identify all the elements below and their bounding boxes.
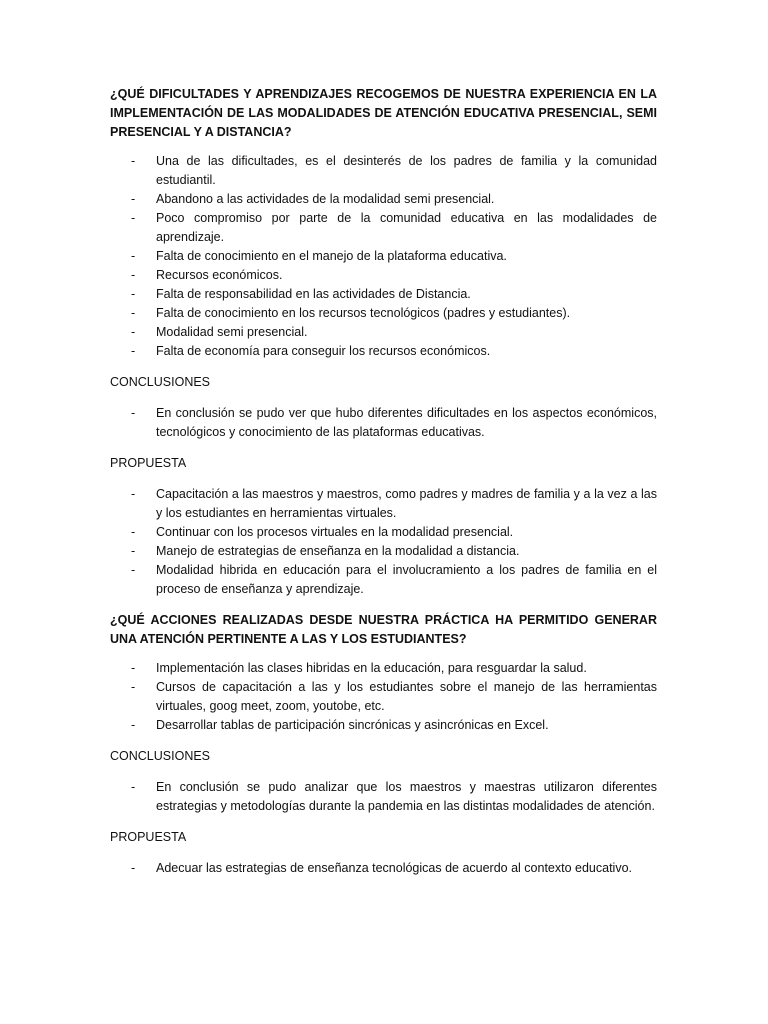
section1-conclusions-label: CONCLUSIONES <box>110 375 211 389</box>
bullet-dash: - <box>131 861 136 875</box>
bullet-dash: - <box>131 154 136 168</box>
list-item-text: En conclusión se pudo ver que hubo diferentes dificultades en los aspectos económicos, tecnológicos y conocimiento de las plataformas educativas. <box>156 406 657 439</box>
list-item-text: Continuar con los procesos virtuales en la modalidad presencial. <box>156 525 514 539</box>
bullet-dash: - <box>131 211 136 225</box>
list-item <box>110 209 657 247</box>
bullet-dash: - <box>131 344 136 358</box>
section2-conclusions-label: CONCLUSIONES <box>110 749 211 763</box>
section2-proposals-list <box>110 859 657 878</box>
section2-conclusions-list <box>110 778 657 816</box>
section2-actions-list <box>110 659 657 735</box>
list-item <box>110 859 657 878</box>
list-item <box>110 485 657 523</box>
list-item-text: Recursos económicos. <box>156 268 283 282</box>
list-item-text: Abandono a las actividades de la modalidad semi presencial. <box>156 192 495 206</box>
section1-conclusions-list <box>110 404 657 442</box>
list-item-text: Cursos de capacitación a las y los estudiantes sobre el manejo de las herramientas virtuales, goog meet, zoom, youtobe, etc. <box>156 680 657 713</box>
list-item <box>110 678 657 716</box>
list-item-text: Una de las dificultades, es el desinterés de los padres de familia y la comunidad estudiantil. <box>156 154 657 187</box>
list-item <box>110 190 657 209</box>
section1-difficulties-list <box>110 152 657 361</box>
list-item-text: Falta de economía para conseguir los recursos económicos. <box>156 344 491 358</box>
list-item-text: En conclusión se pudo analizar que los maestros y maestras utilizaron diferentes estrategias y metodologías durante la pandemia en las distintas modalidades de atención. <box>156 780 657 813</box>
list-item-text: Falta de conocimiento en el manejo de la plataforma educativa. <box>156 249 507 263</box>
list-item <box>110 266 657 285</box>
bullet-dash: - <box>131 487 136 501</box>
list-item-text: Falta de responsabilidad en las actividades de Distancia. <box>156 287 471 301</box>
section1-proposal-label: PROPUESTA <box>110 456 187 470</box>
list-item-text: Modalidad semi presencial. <box>156 325 308 339</box>
list-item <box>110 342 657 361</box>
spacer <box>110 599 657 611</box>
list-item <box>110 285 657 304</box>
list-item-text: Poco compromiso por parte de la comunidad educativa en las modalidades de aprendizaje. <box>156 211 657 244</box>
list-item-text: Manejo de estrategias de enseñanza en la modalidad a distancia. <box>156 544 520 558</box>
bullet-dash: - <box>131 306 136 320</box>
list-item <box>110 404 657 442</box>
list-item <box>110 152 657 190</box>
bullet-dash: - <box>131 718 136 732</box>
bullet-dash: - <box>131 268 136 282</box>
bullet-dash: - <box>131 661 136 675</box>
bullet-dash: - <box>131 680 136 694</box>
bullet-dash: - <box>131 287 136 301</box>
document-page <box>110 85 657 878</box>
list-item-text: Desarrollar tablas de participación sincrónicas y asincrónicas en Excel. <box>156 718 549 732</box>
bullet-dash: - <box>131 525 136 539</box>
list-item <box>110 247 657 266</box>
list-item <box>110 716 657 735</box>
bullet-dash: - <box>131 544 136 558</box>
bullet-dash: - <box>131 249 136 263</box>
section1-proposals-list <box>110 485 657 599</box>
section1-question-heading: ¿QUÉ DIFICULTADES Y APRENDIZAJES RECOGEMOS DE NUESTRA EXPERIENCIA EN LA IMPLEMENTACIÓN DE LAS MODALIDADES DE ATENCIÓN EDUCATIVA PRESENCIAL, SEMI PRESENCIAL Y A DISTANCIA? <box>110 87 657 139</box>
section2-proposal-label: PROPUESTA <box>110 830 187 844</box>
list-item <box>110 561 657 599</box>
bullet-dash: - <box>131 192 136 206</box>
bullet-dash: - <box>131 325 136 339</box>
list-item-text: Adecuar las estrategias de enseñanza tecnológicas de acuerdo al contexto educativo. <box>156 861 633 875</box>
list-item <box>110 659 657 678</box>
section2-question-heading: ¿QUÉ ACCIONES REALIZADAS DESDE NUESTRA PRÁCTICA HA PERMITIDO GENERAR UNA ATENCIÓN PERTINENTE A LAS Y LOS ESTUDIANTES? <box>110 613 657 646</box>
bullet-dash: - <box>131 406 136 420</box>
list-item <box>110 778 657 816</box>
list-item <box>110 304 657 323</box>
list-item-text: Modalidad hibrida en educación para el involucramiento a los padres de familia en el proceso de enseñanza y aprendizaje. <box>156 563 657 596</box>
bullet-dash: - <box>131 780 136 794</box>
list-item <box>110 323 657 342</box>
list-item-text: Capacitación a las maestros y maestros, como padres y madres de familia y a la vez a las y los estudiantes en herramientas virtuales. <box>156 487 657 520</box>
list-item <box>110 523 657 542</box>
bullet-dash: - <box>131 563 136 577</box>
list-item-text: Falta de conocimiento en los recursos tecnológicos (padres y estudiantes). <box>156 306 571 320</box>
list-item <box>110 542 657 561</box>
list-item-text: Implementación las clases hibridas en la educación, para resguardar la salud. <box>156 661 587 675</box>
